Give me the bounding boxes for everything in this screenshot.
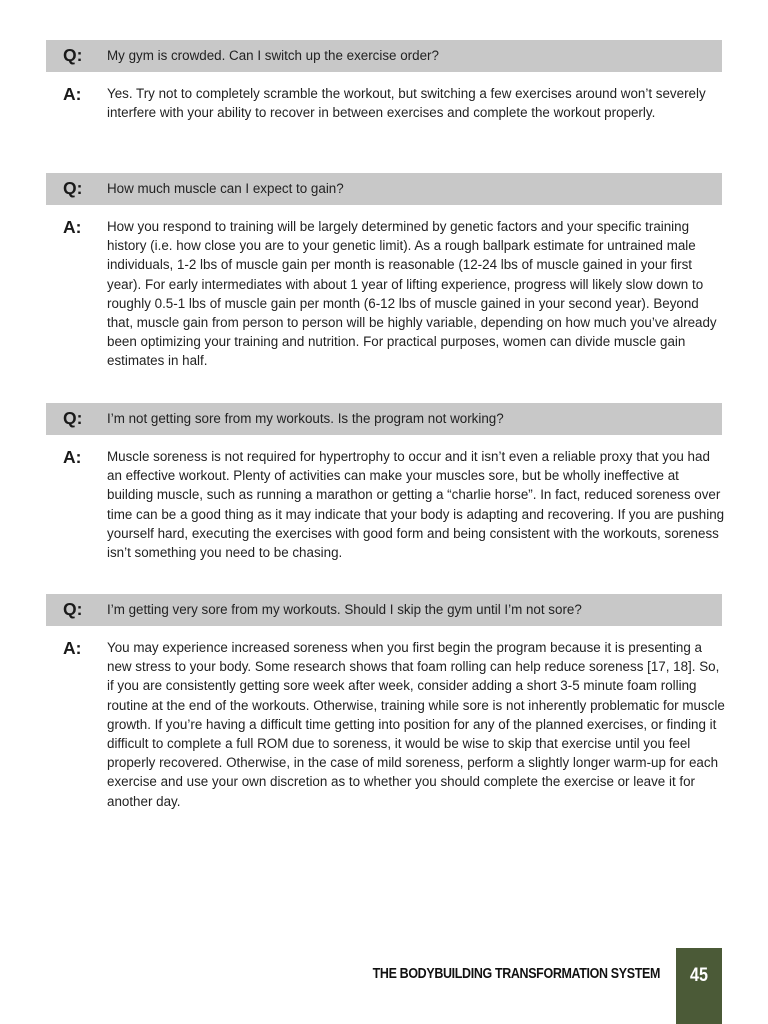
question-bar bbox=[46, 403, 722, 435]
answer-text: How you respond to training will be largely determined by genetic factors and your specific training history (i.e. how close you are to your genetic limit). As a rough ballpark estimate for untrained male individuals, 1-2 lbs of muscle gain per month is reasonable (12-24 lbs of muscle gained in your first year). For early intermediates with about 1 year of lifting experience, progress will likely slow down to roughly 0.5-1 lbs of muscle gain per month (6-12 lbs of muscle gained in your second year). Beyond that, muscle gain from person to person will be highly variable, depending on how much you’ve already been optimizing your training and nutrition. For practical purposes, women can divide muscle gain estimates in half. bbox=[107, 219, 717, 369]
question-text: How much muscle can I expect to gain? bbox=[107, 181, 344, 196]
footer-title: THE BODYBUILDING TRANSFORMATION SYSTEM bbox=[372, 966, 660, 982]
question-label: Q: bbox=[63, 408, 83, 428]
question-label: Q: bbox=[63, 599, 83, 619]
question-label: Q: bbox=[63, 178, 83, 198]
question-label: Q: bbox=[63, 45, 83, 65]
answer-label: A: bbox=[63, 84, 82, 104]
question-text: My gym is crowded. Can I switch up the exercise order? bbox=[107, 48, 439, 63]
answer-label: A: bbox=[63, 447, 82, 467]
question-bar bbox=[46, 173, 722, 205]
answer-label: A: bbox=[63, 217, 82, 237]
question-text: I’m not getting sore from my workouts. Is the program not working? bbox=[107, 411, 504, 426]
page-number-tab bbox=[676, 948, 722, 1024]
answer-text: You may experience increased soreness when you first begin the program because it is presenting a new stress to your body. Some research shows that foam rolling can help reduce soreness [17, 18]. So, if you are consistently getting sore week after week, consider adding a short 3-5 minute foam rolling routine at the end of the workouts. Otherwise, training while sore is not inherently problematic for muscle growth. If you’re having a difficult time getting into position for any of the planned exercises, or finding it difficult to complete a full ROM due to soreness, it would be wise to skip that exercise until you feel properly recovered. Otherwise, in the case of mild soreness, perform a slightly longer warm-up for each exercise and use your own discretion as to whether you should complete the exercise or leave it for another day. bbox=[107, 640, 725, 809]
answer-text: Yes. Try not to completely scramble the workout, but switching a few exercises around won’t severely interfere with your ability to recover in between exercises and complete the workout properly. bbox=[107, 86, 706, 121]
page-number: 45 bbox=[690, 965, 708, 986]
answer-label: A: bbox=[63, 638, 82, 658]
question-text: I’m getting very sore from my workouts. Should I skip the gym until I’m not sore? bbox=[107, 602, 582, 617]
question-bar bbox=[46, 40, 722, 72]
answer-text: Muscle soreness is not required for hypertrophy to occur and it isn’t even a reliable proxy that you had an effective workout. Plenty of activities can make your muscles sore, but be wholly ineffective at building muscle, such as running a marathon or getting a “charlie horse”. In fact, reduced soreness over time can be a good thing as it may indicate that your body is adapting and recovering. If you are pushing yourself hard, executing the exercises with good form and being consistent with the workouts, soreness isn’t something you need to be chasing. bbox=[107, 449, 725, 561]
question-bar bbox=[46, 594, 722, 626]
